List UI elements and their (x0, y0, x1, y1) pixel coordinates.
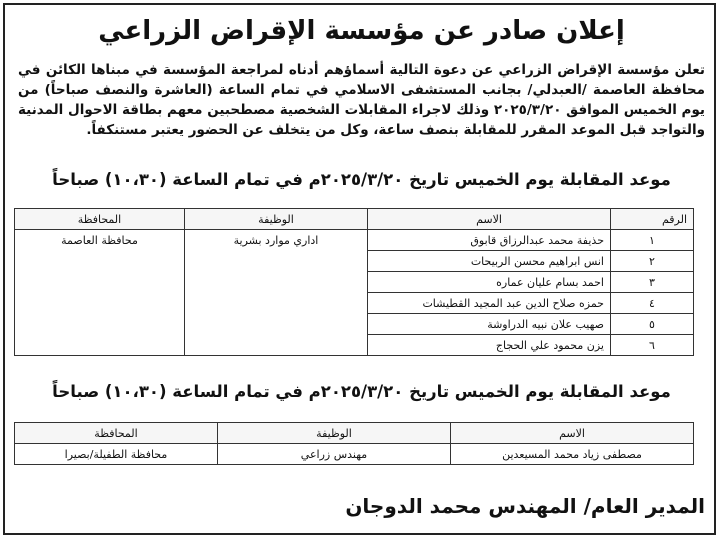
table-row (15, 444, 694, 465)
row-name: صهيب علان نبيه الدراوشة (368, 314, 611, 335)
row-number: ٦ (611, 335, 694, 356)
row-name: احمد بسام عليان عماره (368, 272, 611, 293)
header-job: الوظيفة (185, 209, 368, 230)
table-header-row (15, 423, 694, 444)
row-number: ٤ (611, 293, 694, 314)
header-governorate: المحافظة (15, 209, 185, 230)
header-number: الرقم (611, 209, 694, 230)
announcement-title: إعلان صادر عن مؤسسة الإقراض الزراعي (98, 16, 625, 46)
signature: المدير العام/ المهندس محمد الدوجان (345, 494, 705, 518)
row-name: انس ابراهيم محسن الربيحات (368, 251, 611, 272)
section2-heading: موعد المقابلة يوم الخميس تاريخ ٢٠٢٥/٣/٢٠م في تمام الساعة (١٠،٣٠) صباحاً (52, 382, 671, 401)
row-number: ٥ (611, 314, 694, 335)
row-name: يزن محمود علي الحجاج (368, 335, 611, 356)
row-name: مصطفى زياد محمد المسيعدين (451, 444, 694, 465)
row-number: ٢ (611, 251, 694, 272)
header-name: الاسم (451, 423, 694, 444)
row-job: اداري موارد بشرية (185, 230, 368, 356)
section1-heading: موعد المقابلة يوم الخميس تاريخ ٢٠٢٥/٣/٢٠م في تمام الساعة (١٠،٣٠) صباحاً (52, 170, 671, 189)
row-governorate: محافظة العاصمة (15, 230, 185, 356)
table-row (15, 230, 694, 251)
header-governorate: المحافظة (15, 423, 218, 444)
row-name: حذيفة محمد عبدالرزاق قابوق (368, 230, 611, 251)
candidates-table-2 (14, 422, 694, 465)
row-number: ٣ (611, 272, 694, 293)
candidates-table-1 (14, 208, 694, 356)
table-header-row (15, 209, 694, 230)
announcement-intro: تعلن مؤسسة الإقراض الزراعي عن دعوة التالية أسماؤهم أدناه لمراجعة المؤسسة في مبناها الكائن في محافظة العاصمة /العبدلي/ بجانب المستشفى الاسلامي في تمام الساعة (العاشرة والنصف صباحاً) من يوم الخميس الموافق ٢٠٢٥/٣/٢٠ وذلك لاجراء المقابلات الشخصية مصطحبين معهم بطاقة الاحوال المدنية والتواجد قبل الموعد المقرر للمقابلة بنصف ساعة، وكل من يتخلف عن الحضور يعتبر مستنكفاً. (18, 62, 705, 138)
row-number: ١ (611, 230, 694, 251)
row-job: مهندس زراعي (218, 444, 451, 465)
header-name: الاسم (368, 209, 611, 230)
row-governorate: محافظة الطفيلة/بصيرا (15, 444, 218, 465)
row-name: حمزه صلاح الدين عبد المجيد القطيشات (368, 293, 611, 314)
header-job: الوظيفة (218, 423, 451, 444)
